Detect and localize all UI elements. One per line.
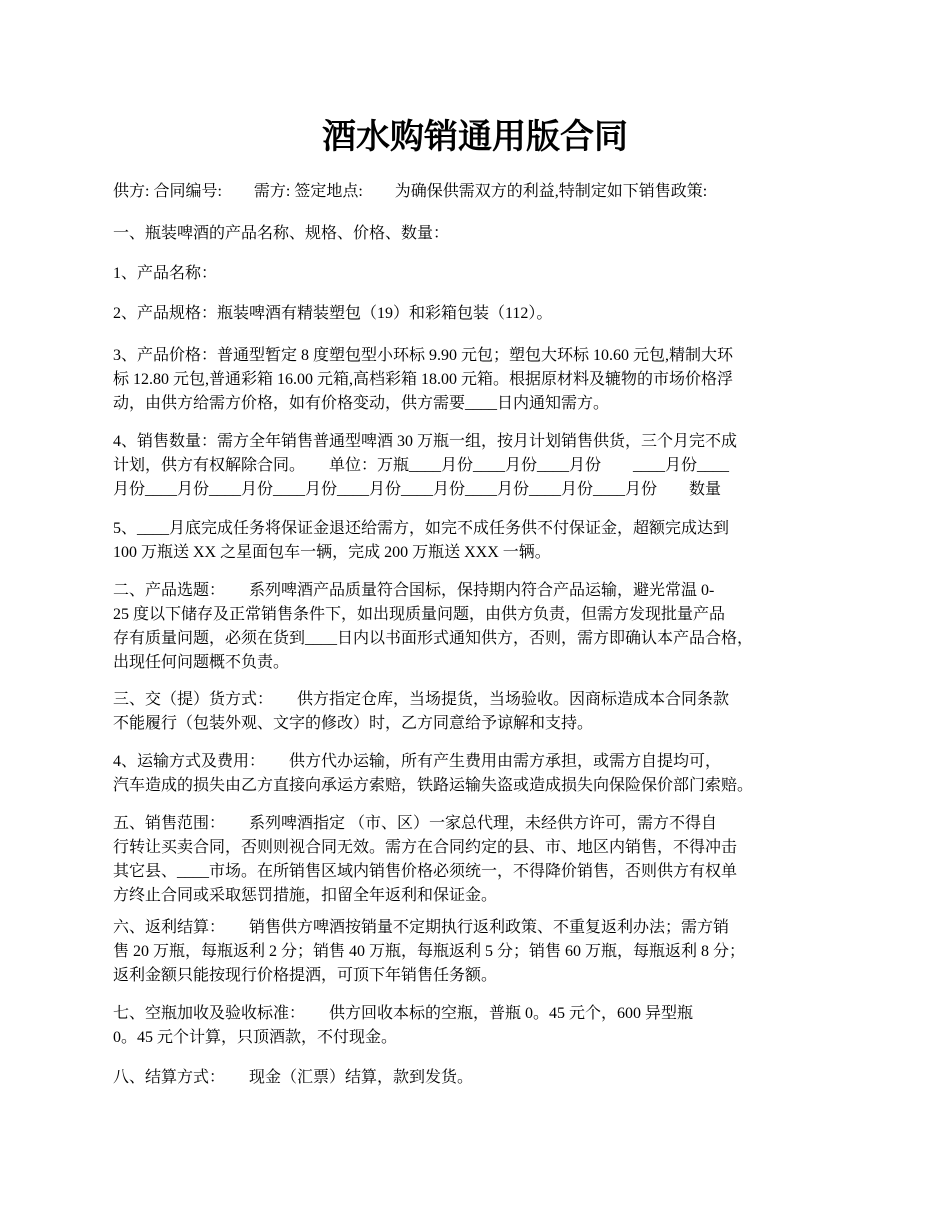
text-line: 存有质量问题，必须在货到____日内以书面形式通知供方，否则，需方即确认本产品合格， — [113, 630, 754, 647]
text-line: 八、结算方式： 现金（汇票）结算，款到发货。 — [113, 1069, 474, 1086]
text-line: 100 万瓶送 XX 之星面包车一辆，完成 200 万瓶送 XXX 一辆。 — [113, 544, 551, 561]
paragraph-sales-scope — [113, 812, 873, 908]
text-line: 六、返利结算： 销售供方啤酒按销量不定期执行返利政策、不重复返利办法；需方销 — [113, 919, 730, 936]
text-line: 5、____月底完成任务将保证金退还给需方，如完不成任务供不付保证金，超额完成达到 — [113, 520, 730, 537]
text-line: 三、交（提）货方式： 供方指定仓库，当场提货，当场验收。因商标造成本合同条款 — [113, 691, 730, 708]
paragraph-settlement — [113, 1066, 873, 1090]
paragraph-rebate — [113, 916, 873, 988]
text-line: 二、产品选题： 系列啤酒产品质量符合国标，保持期内符合产品运输，避光常温 0- — [113, 582, 715, 599]
text-line: 供方: 合同编号: 需方: 签定地点: 为确保供需双方的利益,特制定如下销售政策: — [113, 183, 708, 200]
paragraph-delivery-method — [113, 688, 873, 736]
text-line: 4、销售数量：需方全年销售普通型啤酒 30 万瓶一组，按月计划销售供货，三个月完不成 — [113, 433, 738, 450]
text-line: 2、产品规格：瓶装啤酒有精装塑包（19）和彩箱包装（112）。 — [113, 305, 553, 322]
text-line: 计划，供方有权解除合同。 单位：万瓶____月份____月份____月份 ____月份____ — [113, 457, 730, 474]
document-title: 酒水购销通用版合同 — [322, 117, 628, 157]
paragraph-parties — [113, 180, 873, 204]
paragraph-deposit-reward — [113, 517, 873, 565]
text-line: 动，由供方给需方价格，如有价格变动，供方需要____日内通知需方。 — [113, 395, 610, 412]
text-line: 行转让买卖合同，否则则视合同无效。需方在合同约定的县、市、地区内销售，不得冲击 — [113, 839, 738, 856]
paragraph-transport — [113, 750, 873, 798]
text-line: 3、产品价格：普通型暂定 8 度塑包型小环标 9.90 元包；塑包大环标 10.60 元包,精制大环 — [113, 347, 734, 364]
text-line: 月份____月份____月份____月份____月份____月份____月份____月份____月份 数量 — [113, 481, 722, 498]
text-line: 4、运输方式及费用： 供方代办运输，所有产生费用由需方承担，或需方自提均可， — [113, 753, 722, 770]
paragraph-section-1-heading — [113, 222, 873, 246]
text-line: 25 度以下储存及正常销售条件下，如出现质量问题，由供方负责，但需方发现批量产品 — [113, 606, 726, 623]
paragraph-sales-quantity — [113, 430, 873, 502]
text-line: 出现任何问题概不负责。 — [113, 654, 290, 671]
paragraph-product-spec — [113, 302, 873, 326]
text-line: 0。45 元个计算，只顶酒款，不付现金。 — [113, 1029, 398, 1046]
paragraph-product-price — [113, 344, 873, 416]
text-line: 其它县、____市场。在所销售区域内销售价格必须统一，不得降价销售，否则供方有权单 — [113, 863, 738, 880]
paragraph-empty-bottles — [113, 1002, 873, 1050]
text-line: 标 12.80 元包,普通彩箱 16.00 元箱,高档彩箱 18.00 元箱。根据原材料及辘物的市场价格浮 — [113, 371, 734, 388]
text-line: 一、瓶装啤酒的产品名称、规格、价格、数量： — [113, 225, 450, 242]
text-line: 不能履行（包装外观、文字的修改）时，乙方同意给予谅解和支持。 — [113, 715, 594, 732]
text-line: 返利金额只能按现行价格提洒，可顶下年销售任务额。 — [113, 967, 498, 984]
text-line: 五、销售范围： 系列啤酒指定 （市、区）一家总代理，未经供方许可，需方不得自 — [113, 815, 718, 832]
text-line: 汽车造成的损失由乙方直接向承运方索赔，铁路运输失盗或造成损失向保险保价部门索赔。 — [113, 777, 754, 794]
text-line: 1、产品名称： — [113, 265, 218, 282]
text-line: 售 20 万瓶，每瓶返利 2 分；销售 40 万瓶，每瓶返利 5 分；销售 60 万瓶，每瓶返利 8 分； — [113, 943, 746, 960]
text-line: 七、空瓶加收及验收标准： 供方回收本标的空瓶，普瓶 0。45 元个，600 异型瓶 — [113, 1005, 694, 1022]
paragraph-product-quality — [113, 579, 873, 675]
text-line: 方终止合同或采取惩罚措施，扣留全年返利和保证金。 — [113, 887, 498, 904]
paragraph-product-name — [113, 262, 873, 286]
